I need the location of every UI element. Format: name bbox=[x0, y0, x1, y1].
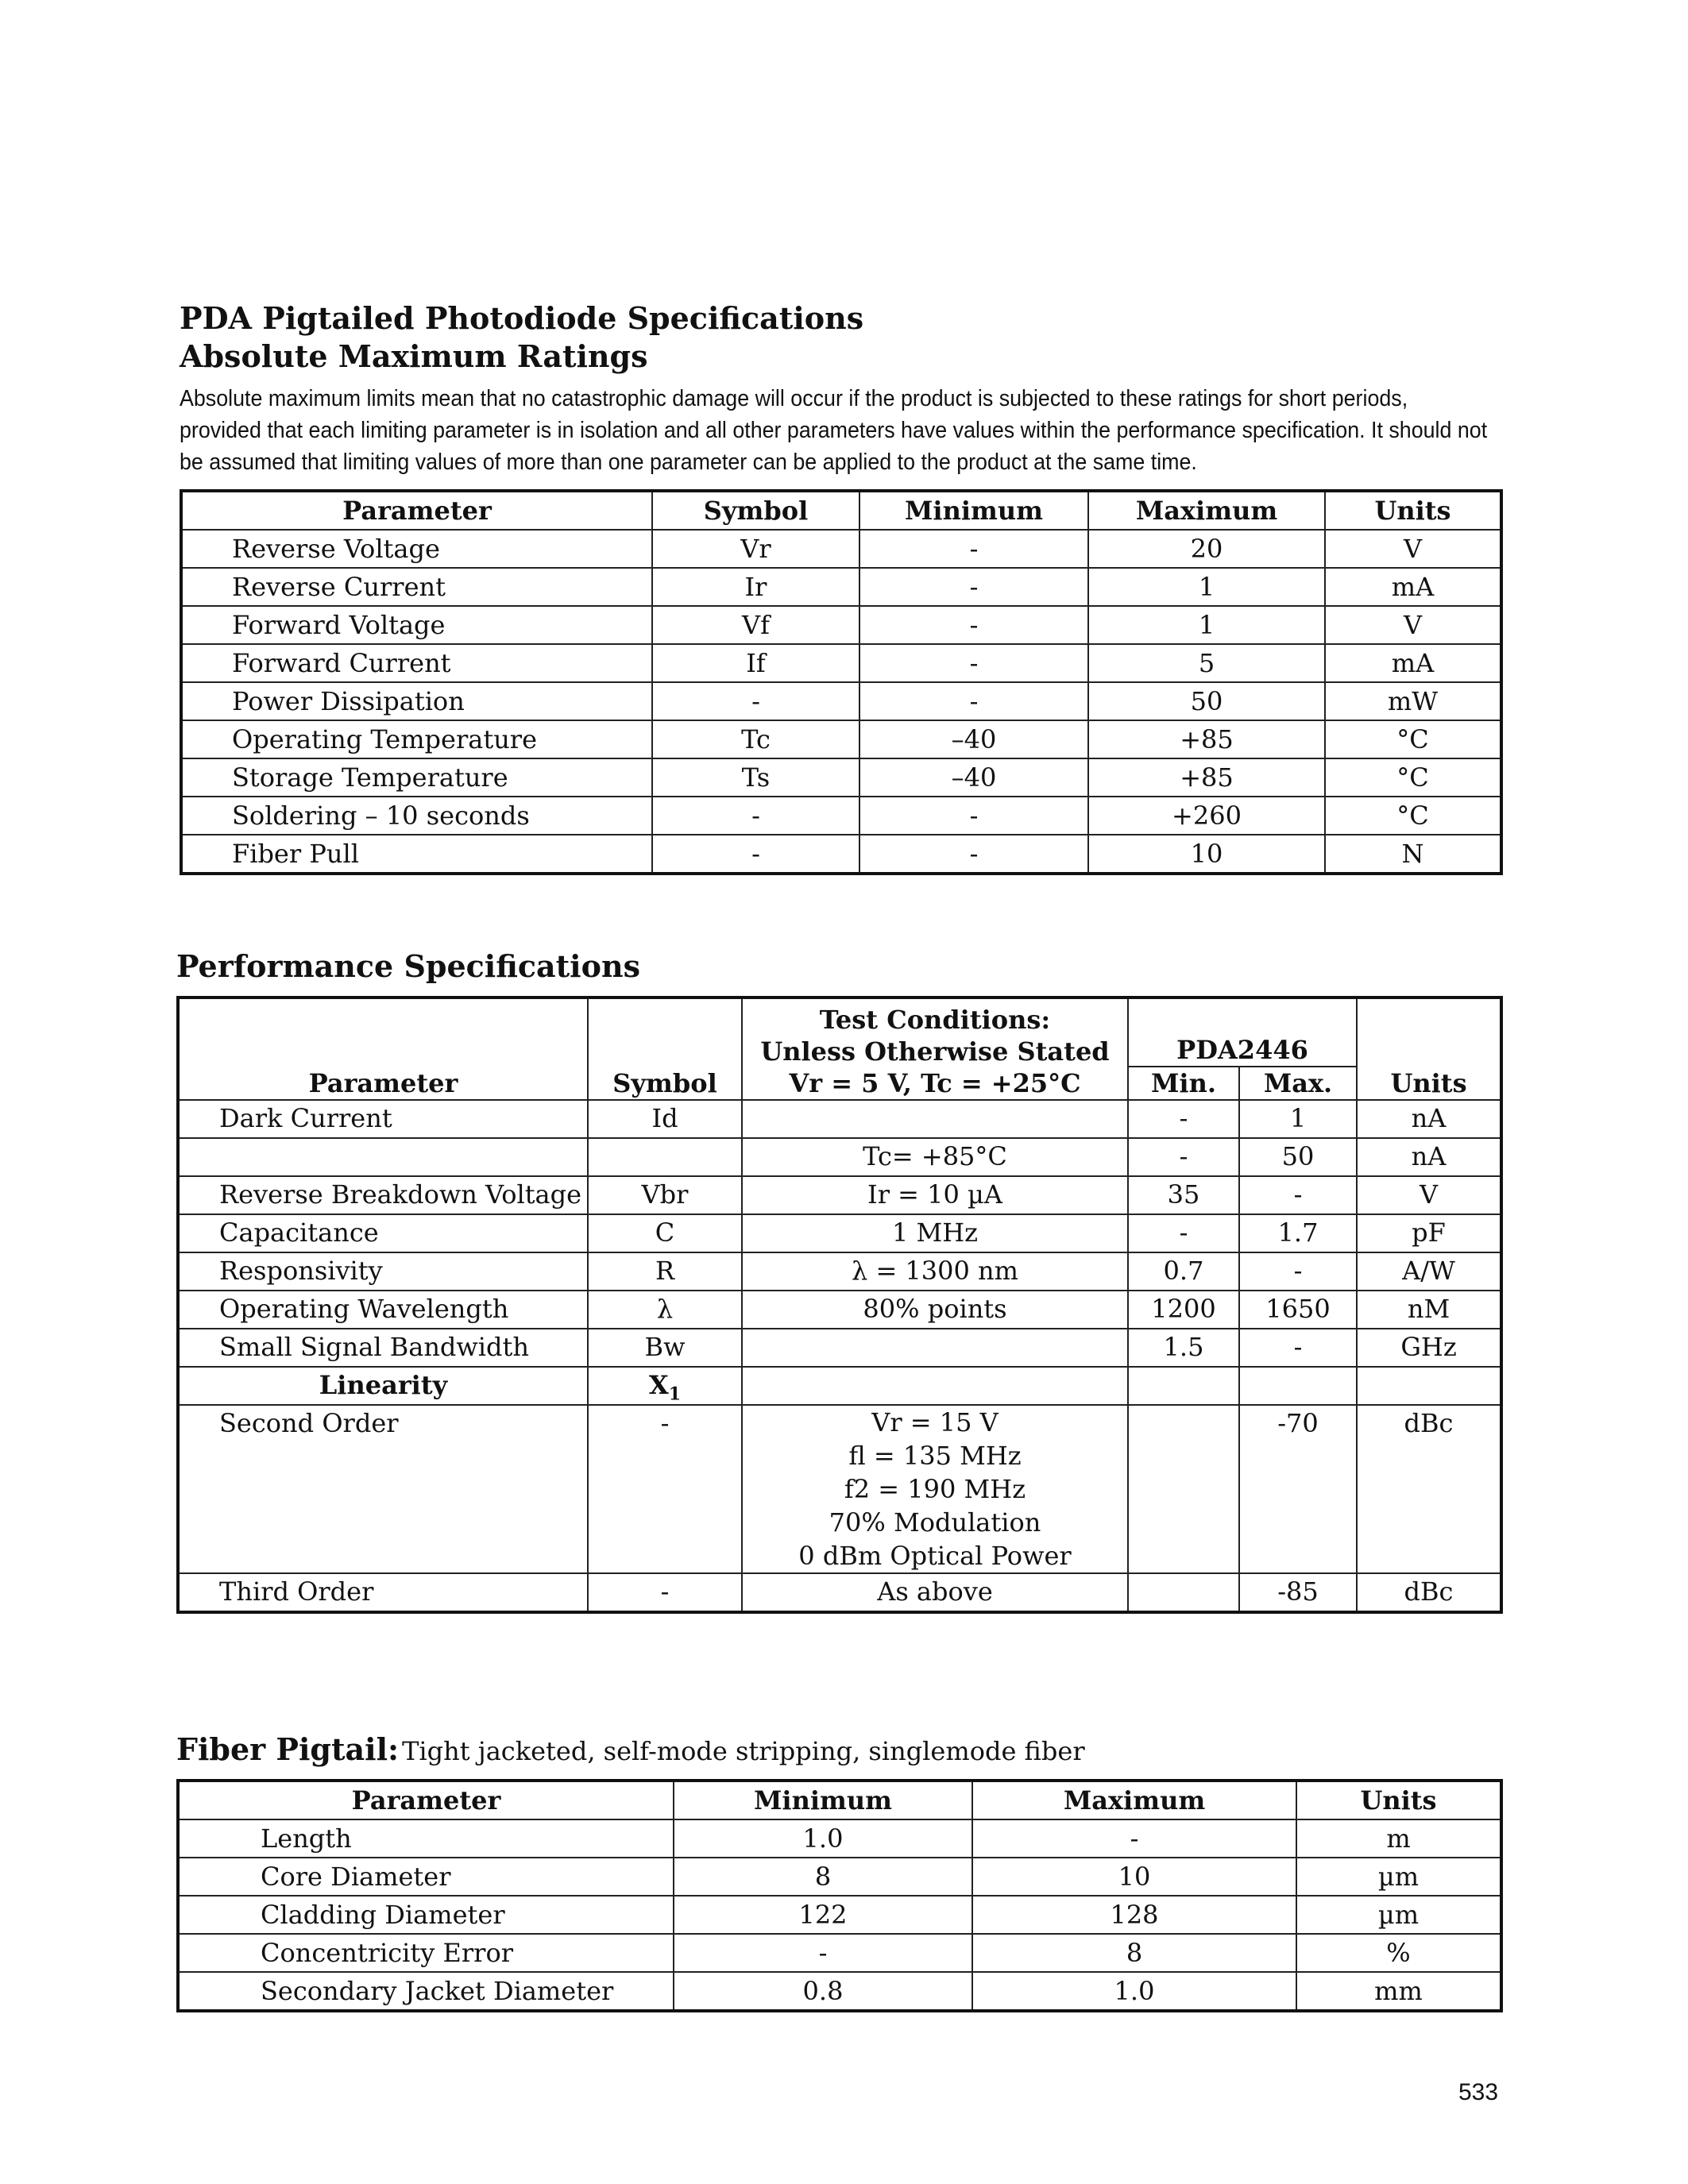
min-cell: –40 bbox=[859, 758, 1088, 797]
performance-table bbox=[176, 996, 1503, 1614]
col-header: Minimum bbox=[674, 1781, 972, 1819]
param-cell: Second Order bbox=[178, 1405, 588, 1573]
max-cell: - bbox=[972, 1819, 1296, 1858]
table-row bbox=[178, 1972, 1501, 2011]
col-header-units: Units bbox=[1357, 997, 1501, 1100]
param-cell: Operating Temperature bbox=[181, 720, 652, 758]
table-row bbox=[178, 1858, 1501, 1896]
table-row bbox=[178, 1329, 1501, 1367]
min-cell bbox=[1128, 1405, 1239, 1573]
table-row bbox=[178, 1819, 1501, 1858]
symbol-cell: λ bbox=[588, 1291, 742, 1329]
min-cell: - bbox=[859, 568, 1088, 606]
param-cell: Dark Current bbox=[178, 1100, 588, 1138]
condition-line: f2 = 190 MHz bbox=[844, 1474, 1026, 1504]
symbol-cell: - bbox=[588, 1573, 742, 1612]
table-row bbox=[178, 1291, 1501, 1329]
param-cell: Responsivity bbox=[178, 1252, 588, 1291]
min-cell: - bbox=[859, 530, 1088, 568]
cond-cell: 80% points bbox=[742, 1291, 1128, 1329]
max-cell: +85 bbox=[1088, 758, 1325, 797]
symbol-cell bbox=[588, 1138, 742, 1176]
condition-line: 70% Modulation bbox=[829, 1507, 1041, 1538]
min-cell: - bbox=[859, 682, 1088, 720]
table-header-row bbox=[178, 1781, 1501, 1819]
max-cell: - bbox=[1239, 1252, 1357, 1291]
cond-cell: Tc= +85°C bbox=[742, 1138, 1128, 1176]
param-cell: Cladding Diameter bbox=[178, 1896, 674, 1934]
max-cell: 1.0 bbox=[972, 1972, 1296, 2011]
table-row bbox=[181, 682, 1501, 720]
param-cell: Forward Voltage bbox=[181, 606, 652, 644]
table-row bbox=[181, 568, 1501, 606]
table-row bbox=[178, 1252, 1501, 1291]
param-cell: Reverse Breakdown Voltage bbox=[178, 1176, 588, 1214]
cond-cell bbox=[742, 1329, 1128, 1367]
cond-cell: Ir = 10 µA bbox=[742, 1176, 1128, 1214]
units-cell: V bbox=[1357, 1176, 1501, 1214]
max-cell: 10 bbox=[972, 1858, 1296, 1896]
units-cell: m bbox=[1296, 1819, 1501, 1858]
units-cell: mm bbox=[1296, 1972, 1501, 2011]
condition-cell: As above bbox=[742, 1573, 1128, 1612]
min-cell: –40 bbox=[859, 720, 1088, 758]
table-row bbox=[178, 1214, 1501, 1252]
param-cell: Reverse Current bbox=[181, 568, 652, 606]
min-cell: 0.8 bbox=[674, 1972, 972, 2011]
units-cell: dBc bbox=[1357, 1573, 1501, 1612]
table-row bbox=[178, 1934, 1501, 1972]
symbol-cell: Bw bbox=[588, 1329, 742, 1367]
max-cell: 1.7 bbox=[1239, 1214, 1357, 1252]
param-cell: Core Diameter bbox=[178, 1858, 674, 1896]
col-header-symbol: Symbol bbox=[588, 997, 742, 1100]
table-row bbox=[181, 797, 1501, 835]
param-cell: Secondary Jacket Diameter bbox=[178, 1972, 674, 2011]
fiber-description: Tight jacketed, self-mode stripping, singlemode fiber bbox=[402, 1736, 1085, 1766]
param-cell: Length bbox=[178, 1819, 674, 1858]
symbol-cell: Vbr bbox=[588, 1176, 742, 1214]
col-header-max: Max. bbox=[1239, 1067, 1357, 1100]
cond-cell: λ = 1300 nm bbox=[742, 1252, 1128, 1291]
col-header: Maximum bbox=[972, 1781, 1296, 1819]
col-header: Minimum bbox=[859, 491, 1088, 530]
table-row bbox=[181, 835, 1501, 874]
condition-cell bbox=[742, 1405, 1128, 1573]
min-cell: 0.7 bbox=[1128, 1252, 1239, 1291]
param-cell: Fiber Pull bbox=[181, 835, 652, 874]
condition-line: Vr = 15 V bbox=[871, 1407, 999, 1437]
linearity-row bbox=[178, 1367, 1501, 1405]
param-cell: Forward Current bbox=[181, 644, 652, 682]
param-cell: Storage Temperature bbox=[181, 758, 652, 797]
table-row bbox=[178, 1138, 1501, 1176]
table-row bbox=[178, 1176, 1501, 1214]
units-cell: °C bbox=[1325, 797, 1501, 835]
col-header-parameter: Parameter bbox=[178, 997, 588, 1100]
min-cell: 1200 bbox=[1128, 1291, 1239, 1329]
test-conditions-line: Vr = 5 V, Tc = +25°C bbox=[789, 1068, 1081, 1098]
min-cell: 1.0 bbox=[674, 1819, 972, 1858]
symbol-subscript: 1 bbox=[668, 1383, 682, 1405]
units-cell: pF bbox=[1357, 1214, 1501, 1252]
units-cell: % bbox=[1296, 1934, 1501, 1972]
table-row bbox=[181, 644, 1501, 682]
max-cell: - bbox=[1239, 1329, 1357, 1367]
table-row bbox=[181, 758, 1501, 797]
symbol-base: X bbox=[648, 1370, 669, 1400]
condition-line: fl = 135 MHz bbox=[848, 1441, 1022, 1471]
col-header: Symbol bbox=[652, 491, 859, 530]
min-cell: 122 bbox=[674, 1896, 972, 1934]
table-row bbox=[181, 606, 1501, 644]
symbol-cell: - bbox=[652, 682, 859, 720]
col-header-test-conditions bbox=[742, 997, 1128, 1100]
max-cell: -70 bbox=[1239, 1405, 1357, 1573]
units-cell: nA bbox=[1357, 1138, 1501, 1176]
linearity-label: Linearity bbox=[178, 1367, 588, 1405]
test-conditions-line: Unless Otherwise Stated bbox=[760, 1036, 1110, 1067]
min-cell: - bbox=[859, 835, 1088, 874]
intro-paragraph: Absolute maximum limits mean that no catastrophic damage will occur if the product is subjected to these ratings for short periods, provided that each limiting parameter is in isolation and all other parameters have values within the performance specification. It should not be assumed that limiting values of more than one parameter can be applied to the product at the same time. bbox=[180, 386, 1488, 475]
units-cell: V bbox=[1325, 606, 1501, 644]
col-header: Parameter bbox=[181, 491, 652, 530]
units-cell: GHz bbox=[1357, 1329, 1501, 1367]
fiber-heading bbox=[176, 1731, 1085, 1767]
symbol-cell: If bbox=[652, 644, 859, 682]
units-cell: mA bbox=[1325, 644, 1501, 682]
param-cell bbox=[178, 1138, 588, 1176]
col-header: Units bbox=[1325, 491, 1501, 530]
max-cell: 128 bbox=[972, 1896, 1296, 1934]
col-header: Parameter bbox=[178, 1781, 674, 1819]
max-cell: 10 bbox=[1088, 835, 1325, 874]
symbol-cell: - bbox=[652, 797, 859, 835]
min-cell: - bbox=[859, 606, 1088, 644]
abs-max-table bbox=[180, 489, 1503, 875]
col-header: Maximum bbox=[1088, 491, 1325, 530]
symbol-cell: R bbox=[588, 1252, 742, 1291]
min-cell: 8 bbox=[674, 1858, 972, 1896]
third-order-row bbox=[178, 1573, 1501, 1612]
condition-line: 0 dBm Optical Power bbox=[798, 1541, 1072, 1571]
symbol-cell: Tc bbox=[652, 720, 859, 758]
max-cell: 1 bbox=[1239, 1100, 1357, 1138]
max-cell: 1 bbox=[1088, 568, 1325, 606]
fiber-table bbox=[176, 1779, 1503, 2012]
param-cell: Capacitance bbox=[178, 1214, 588, 1252]
units-cell: mA bbox=[1325, 568, 1501, 606]
units-cell: V bbox=[1325, 530, 1501, 568]
param-cell: Soldering – 10 seconds bbox=[181, 797, 652, 835]
units-cell: µm bbox=[1296, 1896, 1501, 1934]
page-title: PDA Pigtailed Photodiode Specifications bbox=[180, 300, 864, 336]
symbol-cell: Ts bbox=[652, 758, 859, 797]
second-order-row bbox=[178, 1405, 1501, 1573]
param-cell: Power Dissipation bbox=[181, 682, 652, 720]
units-cell: °C bbox=[1325, 720, 1501, 758]
max-cell: 50 bbox=[1239, 1138, 1357, 1176]
min-cell: - bbox=[859, 644, 1088, 682]
units-cell: nA bbox=[1357, 1100, 1501, 1138]
units-cell: °C bbox=[1325, 758, 1501, 797]
max-cell: 20 bbox=[1088, 530, 1325, 568]
max-cell: - bbox=[1239, 1176, 1357, 1214]
symbol-cell: Vf bbox=[652, 606, 859, 644]
units-cell: mW bbox=[1325, 682, 1501, 720]
fiber-title: Fiber Pigtail: bbox=[176, 1731, 400, 1767]
max-cell: -85 bbox=[1239, 1573, 1357, 1612]
test-conditions-line: Test Conditions: bbox=[819, 1005, 1051, 1035]
max-cell: +260 bbox=[1088, 797, 1325, 835]
units-cell: µm bbox=[1296, 1858, 1501, 1896]
linearity-symbol bbox=[588, 1367, 742, 1405]
symbol-cell: - bbox=[588, 1405, 742, 1573]
page-number: 533 bbox=[1458, 2079, 1499, 2105]
table-row bbox=[181, 530, 1501, 568]
max-cell: 50 bbox=[1088, 682, 1325, 720]
min-cell: 35 bbox=[1128, 1176, 1239, 1214]
symbol-cell: C bbox=[588, 1214, 742, 1252]
symbol-cell: Id bbox=[588, 1100, 742, 1138]
col-header-device: PDA2446 bbox=[1128, 997, 1357, 1067]
min-cell: 1.5 bbox=[1128, 1329, 1239, 1367]
param-cell: Operating Wavelength bbox=[178, 1291, 588, 1329]
max-cell: +85 bbox=[1088, 720, 1325, 758]
min-cell: - bbox=[1128, 1100, 1239, 1138]
section-title-abs-max: Absolute Maximum Ratings bbox=[180, 338, 648, 374]
symbol-cell: - bbox=[652, 835, 859, 874]
section-title-performance: Performance Specifications bbox=[176, 948, 640, 984]
min-cell bbox=[1128, 1573, 1239, 1612]
min-cell: - bbox=[859, 797, 1088, 835]
min-cell: - bbox=[1128, 1138, 1239, 1176]
cond-cell: 1 MHz bbox=[742, 1214, 1128, 1252]
min-cell: - bbox=[674, 1934, 972, 1972]
col-header-min: Min. bbox=[1128, 1067, 1239, 1100]
table-header-row bbox=[181, 491, 1501, 530]
param-cell: Reverse Voltage bbox=[181, 530, 652, 568]
col-header: Units bbox=[1296, 1781, 1501, 1819]
param-cell: Third Order bbox=[178, 1573, 588, 1612]
units-cell: dBc bbox=[1357, 1405, 1501, 1573]
param-cell: Concentricity Error bbox=[178, 1934, 674, 1972]
param-cell: Small Signal Bandwidth bbox=[178, 1329, 588, 1367]
table-row bbox=[178, 1100, 1501, 1138]
max-cell: 8 bbox=[972, 1934, 1296, 1972]
max-cell: 1650 bbox=[1239, 1291, 1357, 1329]
table-row bbox=[181, 720, 1501, 758]
symbol-cell: Vr bbox=[652, 530, 859, 568]
symbol-cell: Ir bbox=[652, 568, 859, 606]
table-row bbox=[178, 1896, 1501, 1934]
min-cell: - bbox=[1128, 1214, 1239, 1252]
max-cell: 5 bbox=[1088, 644, 1325, 682]
cond-cell bbox=[742, 1100, 1128, 1138]
units-cell: nM bbox=[1357, 1291, 1501, 1329]
units-cell: N bbox=[1325, 835, 1501, 874]
units-cell: A/W bbox=[1357, 1252, 1501, 1291]
max-cell: 1 bbox=[1088, 606, 1325, 644]
